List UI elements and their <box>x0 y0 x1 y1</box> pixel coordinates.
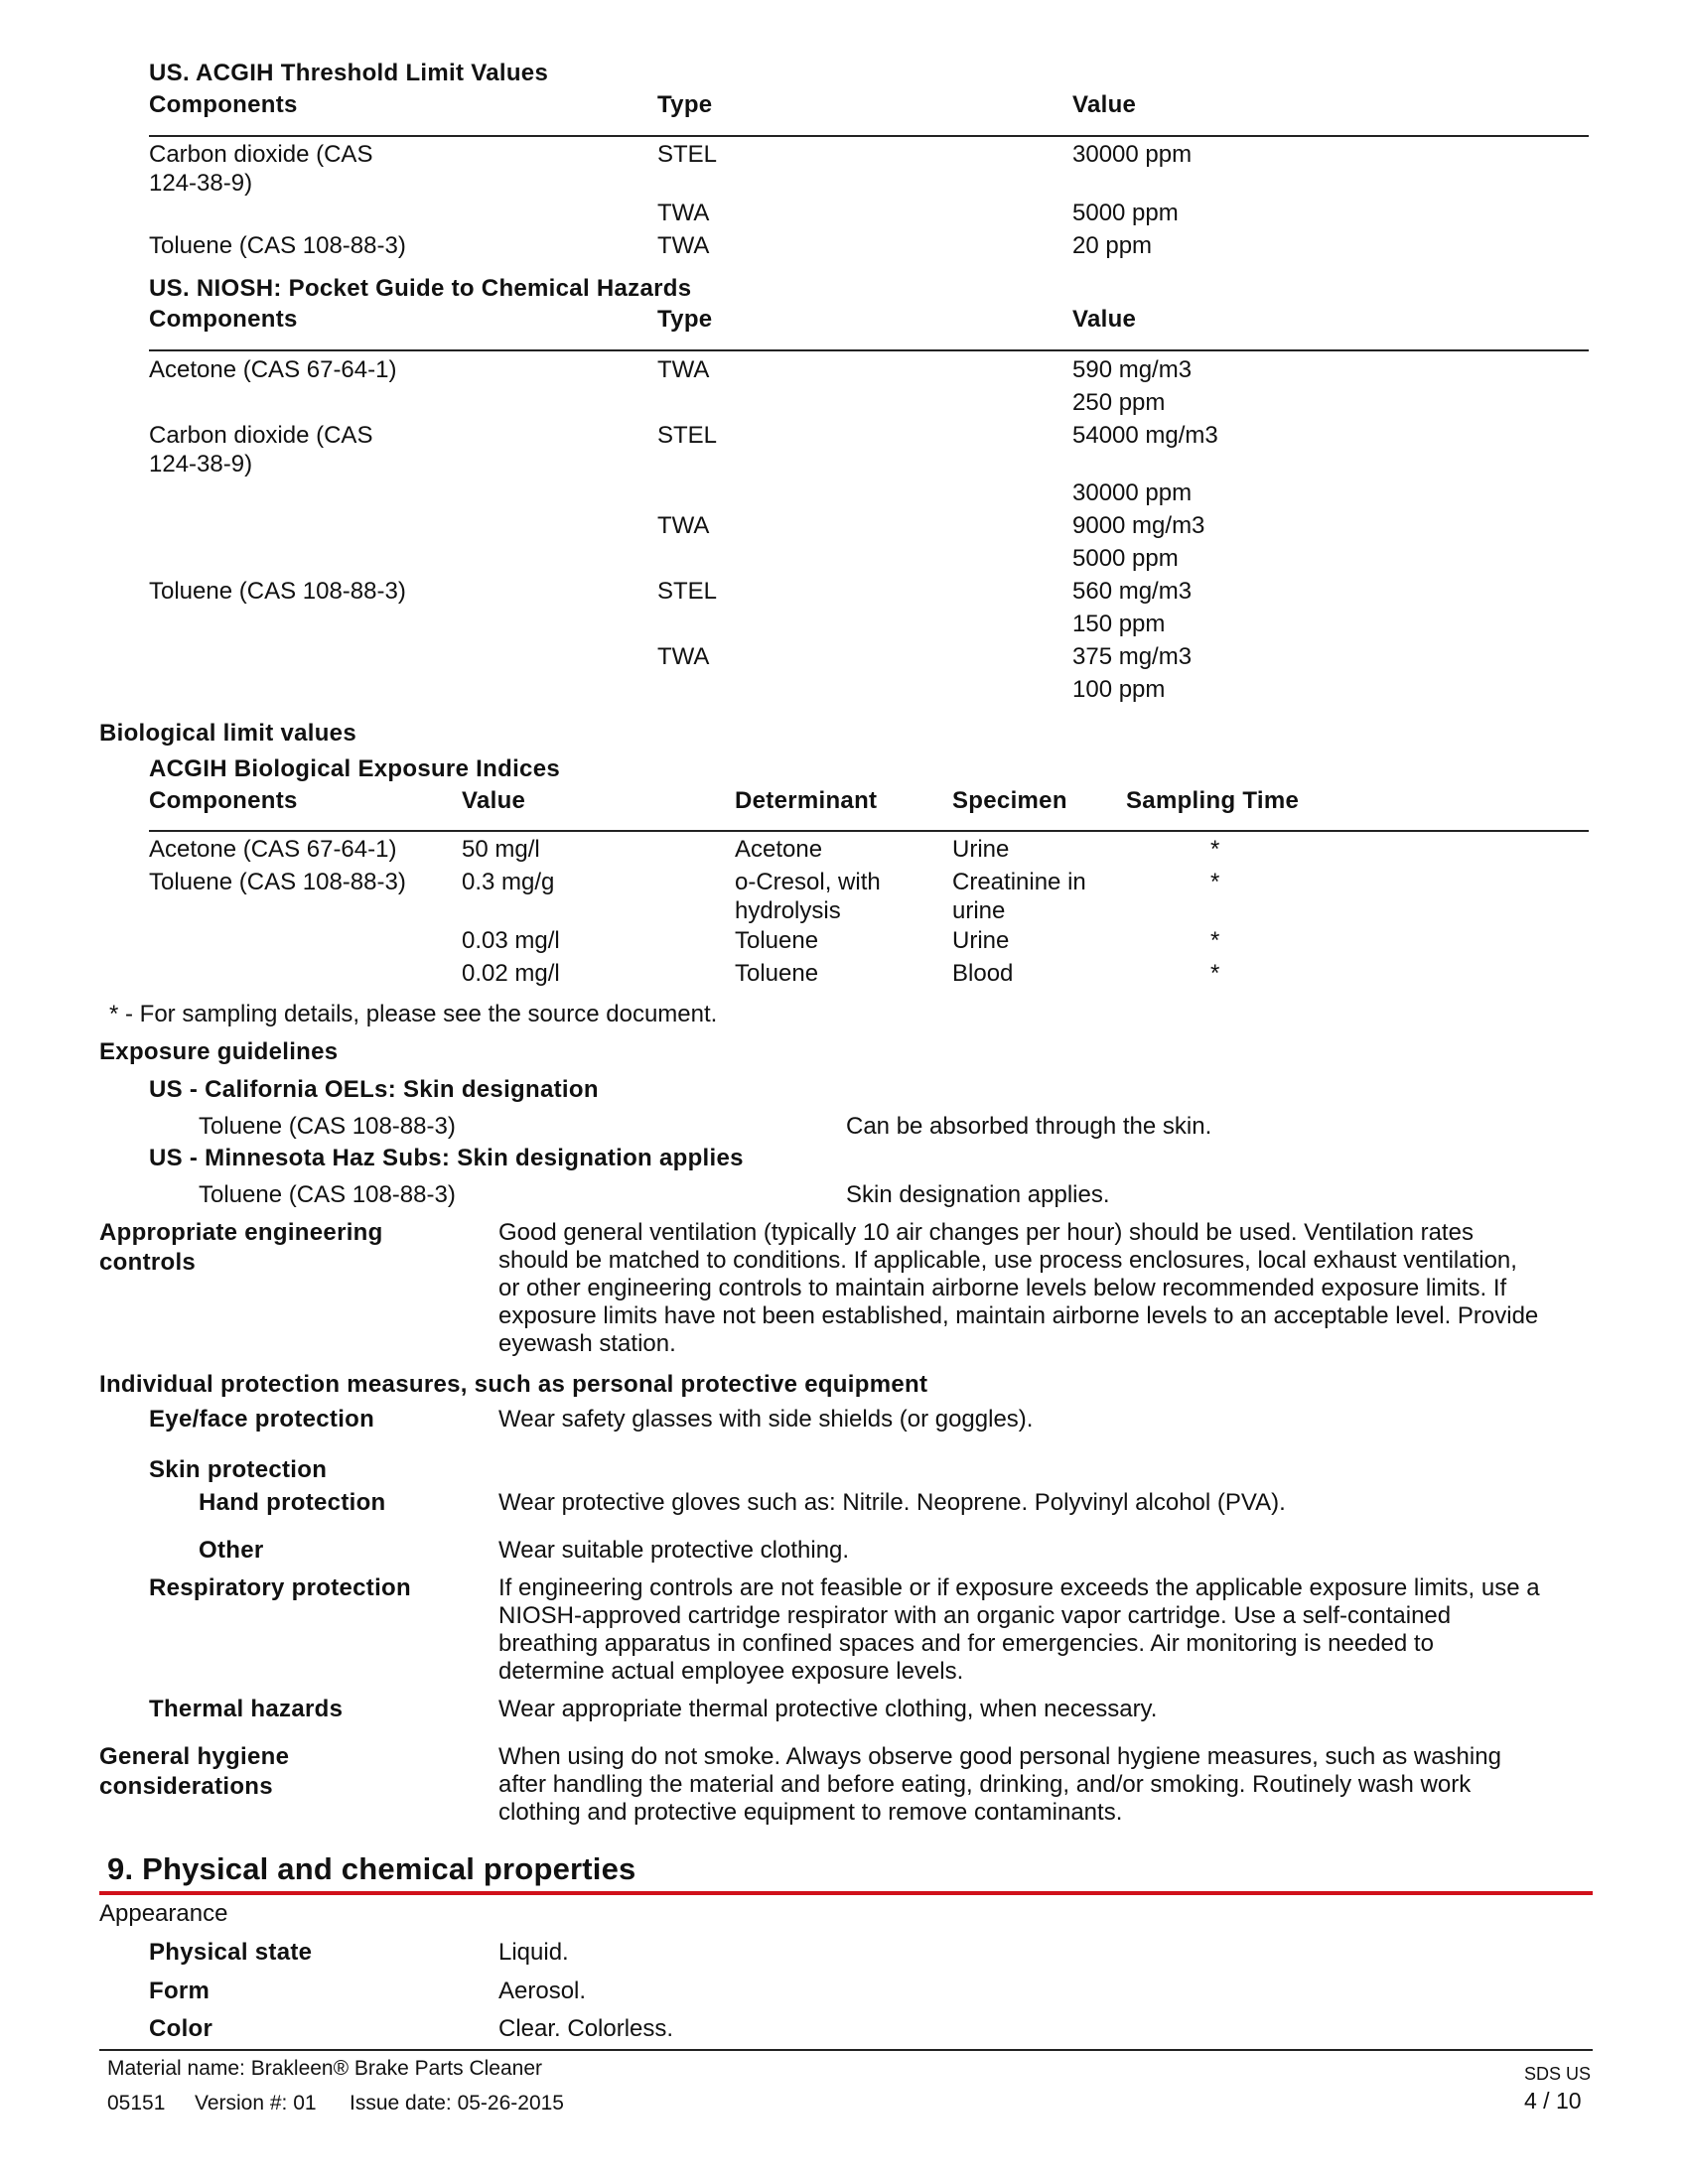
property-value: Clear. Colorless. <box>498 2015 674 2042</box>
table-cell-specimen: Urine <box>952 836 1010 863</box>
engineering-text-line: should be matched to conditions. If applicable, use process enclosures, local exhaust ventilation, <box>498 1247 1517 1274</box>
table-cell-component: Acetone (CAS 67-64-1) <box>149 836 397 863</box>
table-cell-component: Carbon dioxide (CAS <box>149 422 373 449</box>
footer-material-name: Material name: Brakleen® Brake Parts Cleaner <box>107 2057 542 2080</box>
respiratory-text-line: determine actual employee exposure levels. <box>498 1658 964 1685</box>
appearance-heading: Appearance <box>99 1900 228 1927</box>
table-cell-value: 54000 mg/m3 <box>1072 422 1218 449</box>
bio-title: ACGIH Biological Exposure Indices <box>149 755 560 782</box>
acgih-tlv-header-value: Value <box>1072 91 1137 118</box>
acgih-tlv-title: US. ACGIH Threshold Limit Values <box>149 60 549 86</box>
hand-protection-label: Hand protection <box>199 1489 386 1516</box>
table-cell-value: 150 ppm <box>1072 611 1166 637</box>
footer-version: Version #: 01 <box>195 2092 317 2115</box>
engineering-label-2: controls <box>99 1249 197 1276</box>
bio-header-determinant: Determinant <box>735 787 878 814</box>
minnesota-component: Toluene (CAS 108-88-3) <box>199 1181 456 1208</box>
hand-protection-text: Wear protective gloves such as: Nitrile. Neoprene. Polyvinyl alcohol (PVA). <box>498 1489 1286 1516</box>
table-cell-value: 20 ppm <box>1072 232 1153 259</box>
table-cell-determinant: Toluene <box>735 927 819 954</box>
eye-protection-label: Eye/face protection <box>149 1406 375 1433</box>
table-cell-component: Toluene (CAS 108-88-3) <box>149 578 406 605</box>
table-cell-value: 30000 ppm <box>1072 141 1193 168</box>
table-cell-determinant: Acetone <box>735 836 823 863</box>
hygiene-label-2: considerations <box>99 1773 273 1800</box>
property-value: Liquid. <box>498 1939 569 1966</box>
table-cell-determinant: o-Cresol, with <box>735 869 881 895</box>
table-cell-type: STEL <box>657 578 718 605</box>
engineering-text-line: exposure limits have not been established, maintain airborne levels to an acceptable level. Provide <box>498 1302 1539 1329</box>
table-cell-type: TWA <box>657 643 710 670</box>
thermal-hazards-label: Thermal hazards <box>149 1696 344 1722</box>
table-cell-value: 0.3 mg/g <box>462 869 555 895</box>
hygiene-text-line: clothing and protective equipment to remove contaminants. <box>498 1799 1123 1826</box>
footer-product-code: 05151 <box>107 2092 166 2115</box>
table-cell-specimen: Creatinine in <box>952 869 1086 895</box>
niosh-header-type: Type <box>657 306 713 333</box>
table-cell-determinant: hydrolysis <box>735 897 841 924</box>
table-cell-sampling: * <box>1210 927 1220 954</box>
table-cell-value: 560 mg/m3 <box>1072 578 1193 605</box>
table-cell-value: 0.02 mg/l <box>462 960 560 987</box>
table-cell-type: TWA <box>657 512 710 539</box>
california-text: Can be absorbed through the skin. <box>846 1113 1212 1140</box>
table-cell-component: Toluene (CAS 108-88-3) <box>149 232 406 259</box>
bio-header-specimen: Specimen <box>952 787 1067 814</box>
bio-footnote: * - For sampling details, please see the source document. <box>109 1001 718 1027</box>
table-cell-specimen: Blood <box>952 960 1014 987</box>
section-9-rule <box>99 1891 1593 1895</box>
california-component: Toluene (CAS 108-88-3) <box>199 1113 456 1140</box>
section-9-title: 9. Physical and chemical properties <box>107 1851 636 1886</box>
thermal-hazards-text: Wear appropriate thermal protective clothing, when necessary. <box>498 1696 1158 1722</box>
table-cell-component: Toluene (CAS 108-88-3) <box>149 869 406 895</box>
engineering-label: Appropriate engineering <box>99 1219 383 1246</box>
acgih-tlv-header-components: Components <box>149 91 298 118</box>
footer-page-number: 4 / 10 <box>1524 2088 1582 2114</box>
respiratory-protection-label: Respiratory protection <box>149 1574 411 1601</box>
table-cell-specimen: Urine <box>952 927 1010 954</box>
property-label: Color <box>149 2015 213 2042</box>
table-cell-type: TWA <box>657 232 710 259</box>
engineering-text-line: Good general ventilation (typically 10 air changes per hour) should be used. Ventilation rates <box>498 1219 1474 1246</box>
table-cell-value: 375 mg/m3 <box>1072 643 1193 670</box>
table-cell-value: 100 ppm <box>1072 676 1166 703</box>
ppe-heading: Individual protection measures, such as personal protective equipment <box>99 1371 928 1398</box>
hygiene-text-line: When using do not smoke. Always observe good personal hygiene measures, such as washing <box>498 1743 1501 1770</box>
table-cell-component: Acetone (CAS 67-64-1) <box>149 356 397 383</box>
footer-issue-date: Issue date: 05-26-2015 <box>350 2092 564 2115</box>
table-cell-value: 5000 ppm <box>1072 200 1179 226</box>
table-cell-value: 9000 mg/m3 <box>1072 512 1205 539</box>
engineering-text-line: or other engineering controls to maintain airborne levels below recommended exposure limits. If <box>498 1275 1507 1301</box>
niosh-header-value: Value <box>1072 306 1137 333</box>
bio-header-components: Components <box>149 787 298 814</box>
niosh-title: US. NIOSH: Pocket Guide to Chemical Hazards <box>149 275 692 302</box>
table-cell-value: 0.03 mg/l <box>462 927 560 954</box>
table-cell-component: 124-38-9) <box>149 170 253 197</box>
skin-protection-label: Skin protection <box>149 1456 328 1483</box>
table-cell-component: Carbon dioxide (CAS <box>149 141 373 168</box>
acgih-tlv-rule <box>149 135 1589 137</box>
bio-header-sampling: Sampling Time <box>1126 787 1300 814</box>
footer-rule <box>99 2049 1593 2051</box>
table-cell-value: 50 mg/l <box>462 836 540 863</box>
acgih-tlv-header-type: Type <box>657 91 713 118</box>
niosh-rule <box>149 349 1589 351</box>
table-cell-type: TWA <box>657 200 710 226</box>
other-protection-text: Wear suitable protective clothing. <box>498 1537 850 1564</box>
footer-sds-label: SDS US <box>1524 2064 1592 2084</box>
california-oels-title: US - California OELs: Skin designation <box>149 1076 599 1103</box>
hygiene-label: General hygiene <box>99 1743 290 1770</box>
table-cell-value: 30000 ppm <box>1072 479 1193 506</box>
bio-rule <box>149 830 1589 832</box>
engineering-text-line: eyewash station. <box>498 1330 676 1357</box>
respiratory-text-line: NIOSH-approved cartridge respirator with an organic vapor cartridge. Use a self-contained <box>498 1602 1452 1629</box>
bio-header-value: Value <box>462 787 526 814</box>
table-cell-determinant: Toluene <box>735 960 819 987</box>
bio-heading: Biological limit values <box>99 720 356 747</box>
table-cell-component: 124-38-9) <box>149 451 253 478</box>
property-value: Aerosol. <box>498 1978 587 2004</box>
property-label: Form <box>149 1978 211 2004</box>
minnesota-text: Skin designation applies. <box>846 1181 1110 1208</box>
respiratory-text-line: If engineering controls are not feasible or if exposure exceeds the applicable exposure limits, use a <box>498 1574 1540 1601</box>
table-cell-value: 5000 ppm <box>1072 545 1179 572</box>
table-cell-value: 250 ppm <box>1072 389 1166 416</box>
table-cell-value: 590 mg/m3 <box>1072 356 1193 383</box>
property-label: Physical state <box>149 1939 313 1966</box>
other-protection-label: Other <box>199 1537 264 1564</box>
eye-protection-text: Wear safety glasses with side shields (or goggles). <box>498 1406 1034 1433</box>
table-cell-sampling: * <box>1210 869 1220 895</box>
table-cell-sampling: * <box>1210 960 1220 987</box>
niosh-header-components: Components <box>149 306 298 333</box>
table-cell-type: STEL <box>657 141 718 168</box>
table-cell-type: STEL <box>657 422 718 449</box>
exposure-heading: Exposure guidelines <box>99 1038 339 1065</box>
respiratory-text-line: breathing apparatus in confined spaces and for emergencies. Air monitoring is needed to <box>498 1630 1434 1657</box>
minnesota-title: US - Minnesota Haz Subs: Skin designation applies <box>149 1145 744 1171</box>
table-cell-specimen: urine <box>952 897 1006 924</box>
table-cell-type: TWA <box>657 356 710 383</box>
hygiene-text-line: after handling the material and before eating, drinking, and/or smoking. Routinely wash work <box>498 1771 1472 1798</box>
table-cell-sampling: * <box>1210 836 1220 863</box>
